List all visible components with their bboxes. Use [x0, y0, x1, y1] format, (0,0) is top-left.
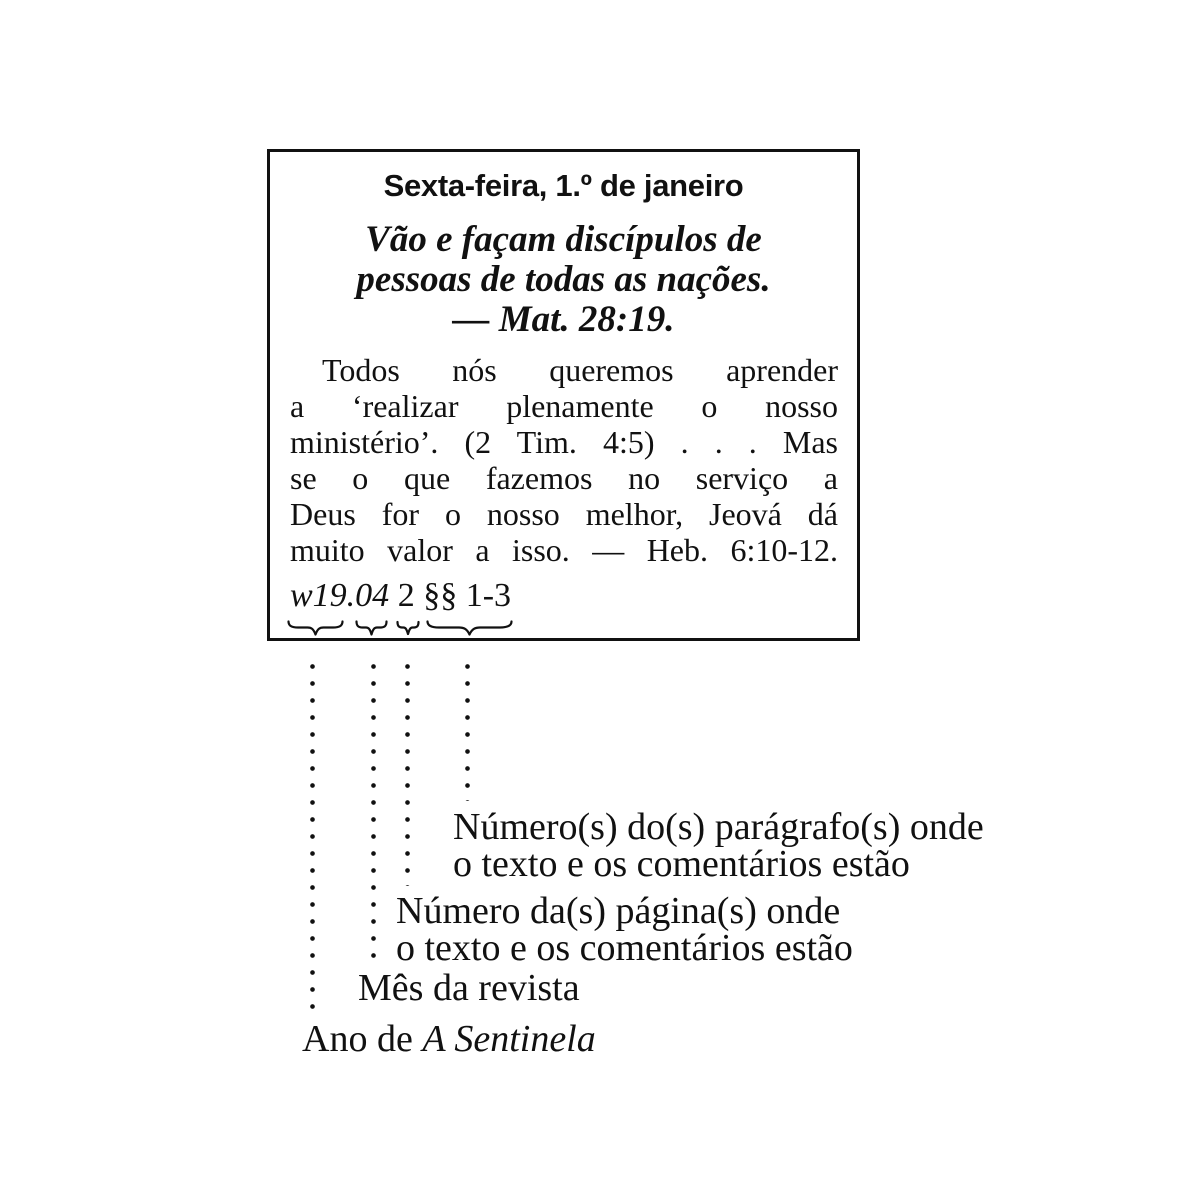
body-line: muito valor a isso. — Heb. 6:10-12.: [290, 532, 838, 568]
year-label-prefix: Ano de: [302, 1018, 413, 1060]
daily-text-card: [267, 149, 860, 641]
body-line: se o que fazemos no serviço a: [290, 460, 838, 496]
callout-page-numbers: [396, 890, 853, 969]
body-line: ministério’. (2 Tim. 4:5) . . . Mas: [290, 424, 838, 460]
leader-line-month: [371, 658, 376, 964]
scripture-citation: — Mat. 28:19.: [452, 299, 675, 340]
body-line: Todos nós queremos aprender: [322, 352, 838, 388]
callout-paragraph-line1: Número(s) do(s) parágrafo(s) onde: [453, 806, 984, 848]
theme-scripture: [270, 220, 857, 340]
date-heading: Sexta-feira, 1.º de janeiro: [383, 168, 744, 203]
callout-paragraph-line2: o texto e os comentários estão: [453, 843, 910, 885]
body-line: Deus for o nosso melhor, Jeová dá: [290, 496, 838, 532]
leader-line-page: [405, 658, 410, 886]
leader-line-year: [310, 658, 315, 1018]
scripture-line-2: pessoas de todas as nações.: [356, 259, 771, 300]
underbrace-page-icon: [396, 620, 420, 637]
citation-line: [290, 578, 511, 614]
leader-line-paragraph: [465, 658, 470, 801]
underbrace-year-icon: [287, 620, 344, 637]
scripture-line-1: Vão e façam discípulos de: [365, 219, 762, 260]
publication-code: w19.04: [290, 577, 390, 614]
callout-magazine-year: [302, 1018, 596, 1060]
publication-title: A Sentinela: [422, 1018, 596, 1060]
citation-paragraph-ref: §§ 1-3: [423, 577, 512, 614]
underbrace-month-icon: [355, 620, 388, 637]
body-line: a ‘realizar plenamente o nosso: [290, 388, 838, 424]
callout-page-line2: o texto e os comentários estão: [396, 927, 853, 969]
callout-magazine-month: Mês da revista: [358, 967, 580, 1009]
underbrace-paragraph-icon: [426, 620, 513, 637]
comment-paragraph: [290, 352, 838, 568]
callout-paragraph-numbers: [453, 806, 984, 885]
citation-page-number: 2: [397, 577, 415, 614]
callout-page-line1: Número da(s) página(s) onde: [396, 890, 841, 932]
